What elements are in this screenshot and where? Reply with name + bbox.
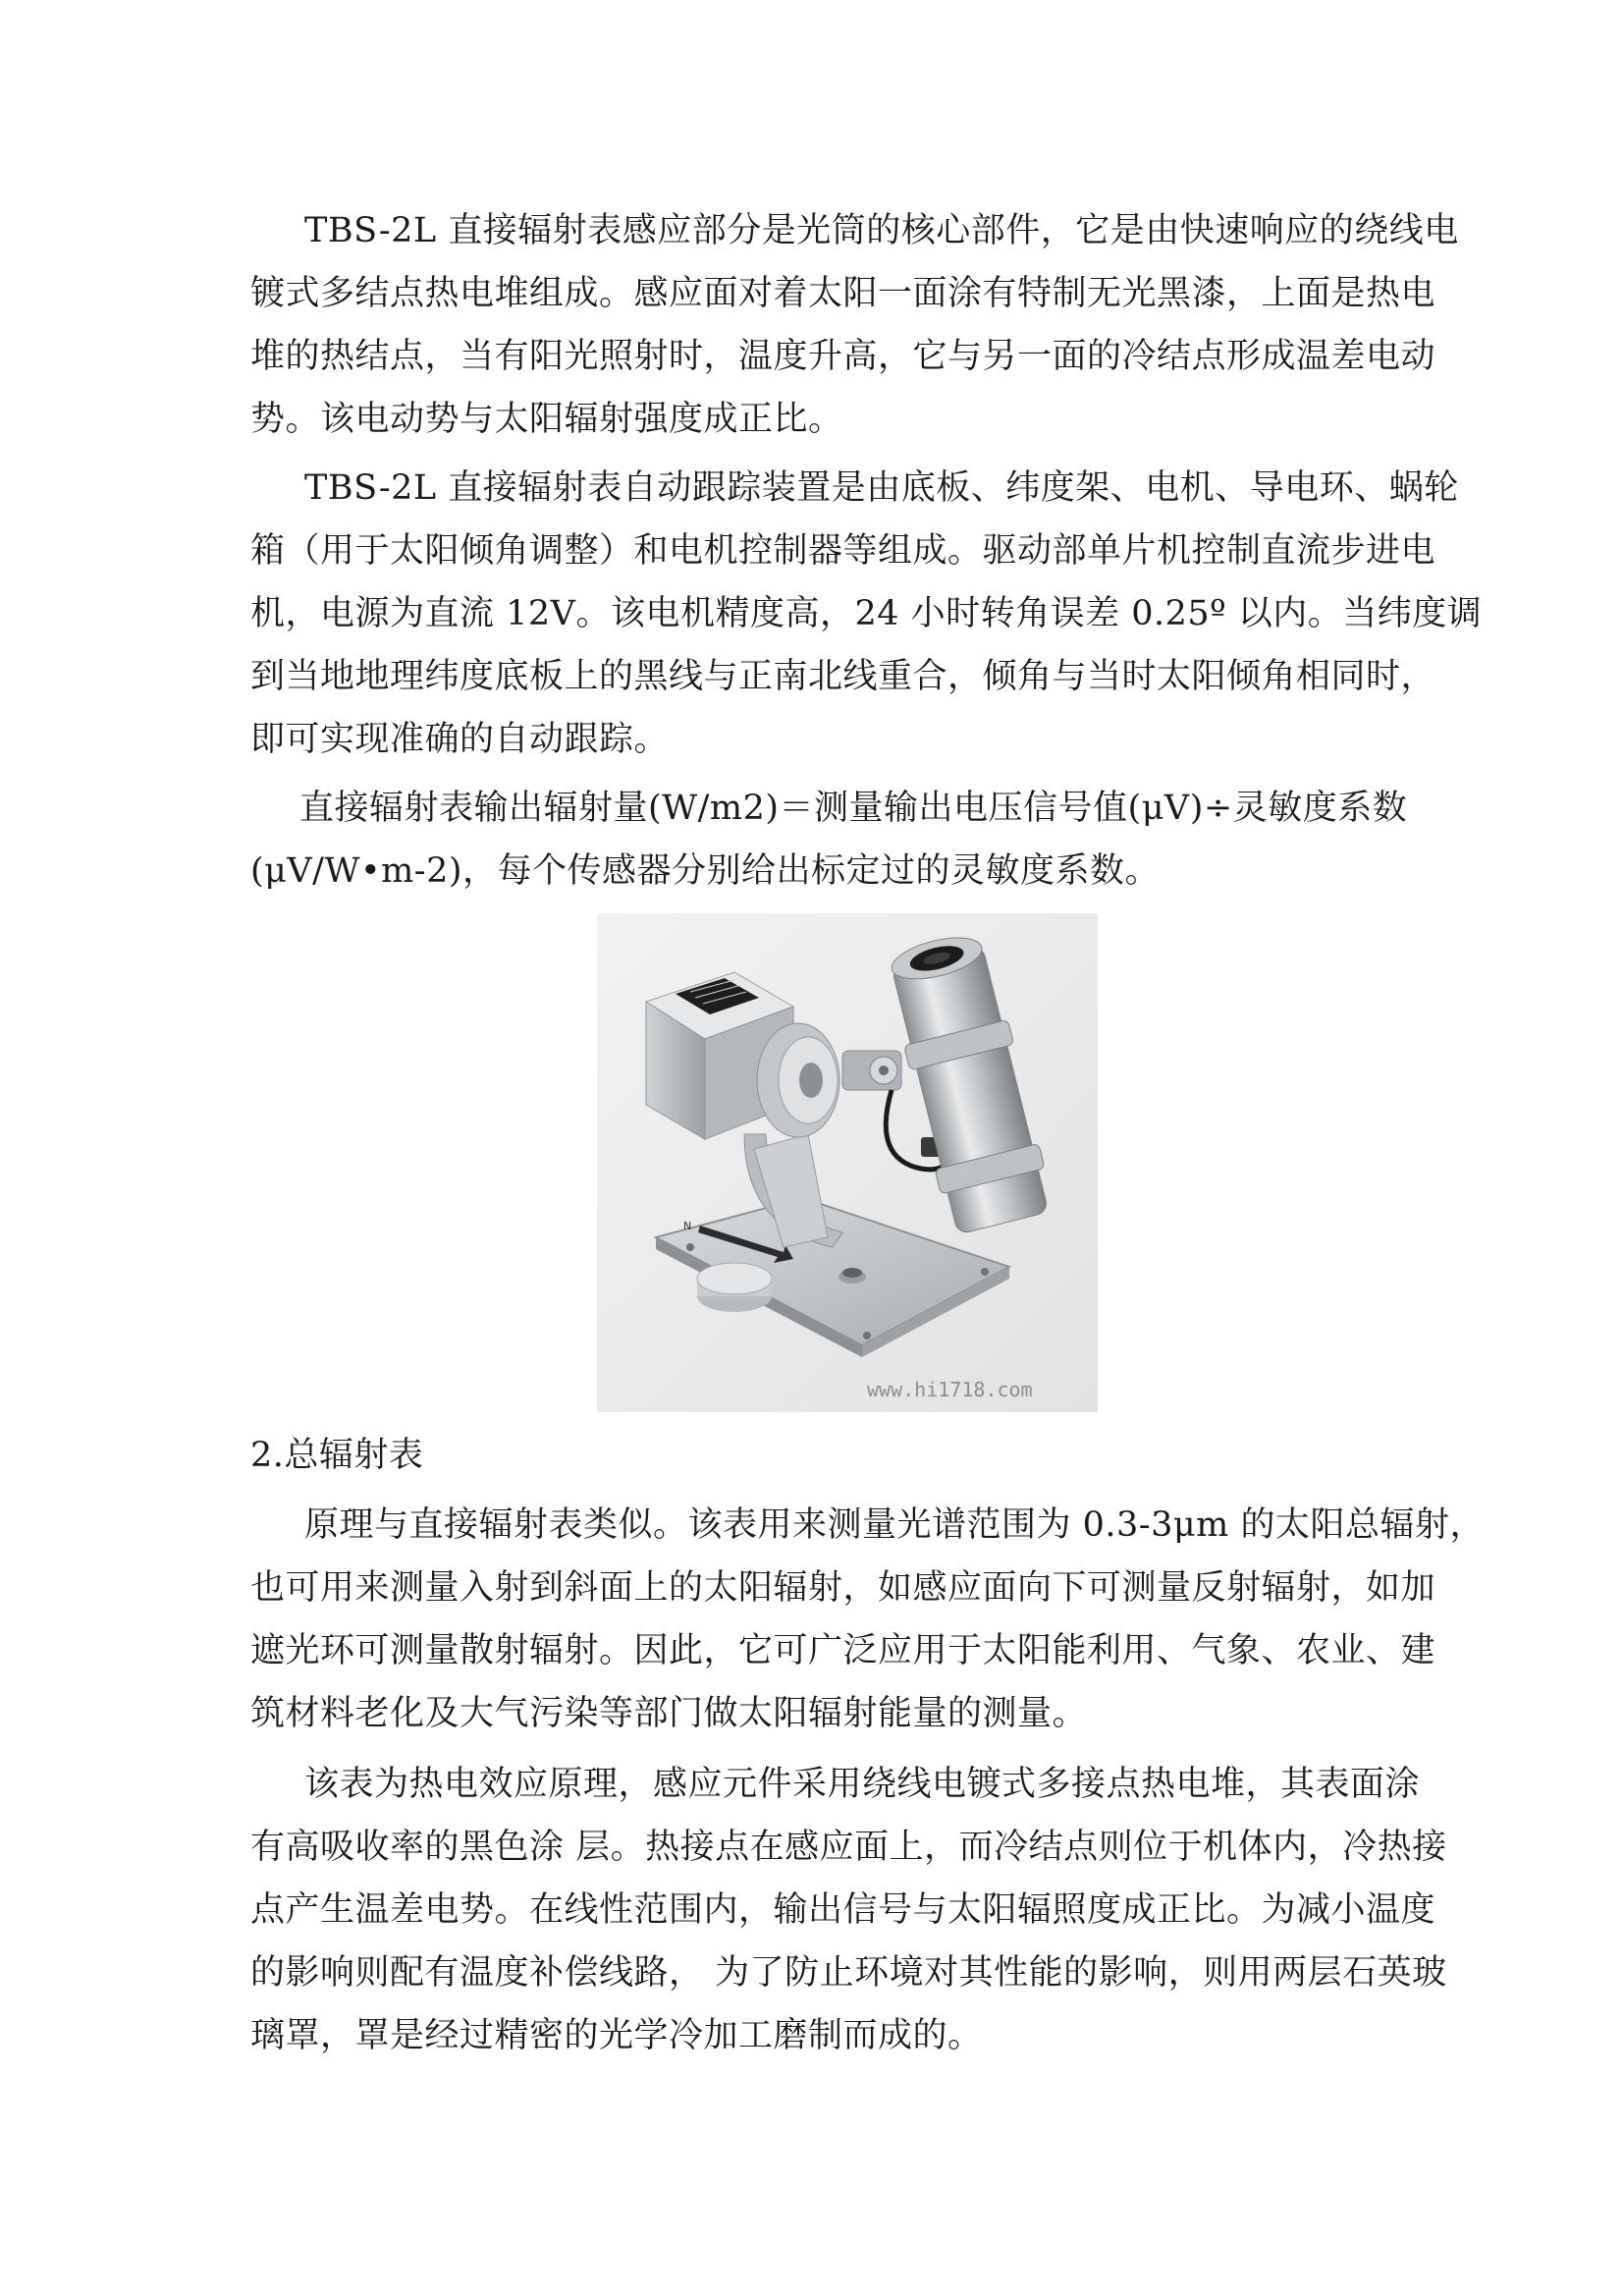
p2-line-2: 箱（用于太阳倾角调整）和电机控制器等组成。驱动部单片机控制直流步进电 (250, 531, 1436, 571)
plate-label: N (683, 1220, 692, 1232)
p5-line-5: 璃罩，罩是经过精密的光学冷加工磨制而成的。 (250, 2016, 983, 2055)
p4-line-1: 原理与直接辐射表类似。该表用来测量光谱范围为 0.3-3μm 的太阳总辐射， (304, 1505, 1485, 1545)
p5-line-2: 有高吸收率的黑色涂 层。热接点在感应面上，而冷结点则位于机体内，冷热接 (250, 1828, 1447, 1867)
p2-line-1: TBS-2L 直接辐射表自动跟踪装置是由底板、纬度架、电机、导电环、蜗轮 (304, 468, 1459, 508)
p1-line-2: 镀式多结点热电堆组成。感应面对着太阳一面涂有特制无光黑漆，上面是热电 (250, 274, 1436, 313)
p3-line-2: (μV/W•m-2)，每个传感器分别给出标定过的灵敏度系数。 (250, 851, 1161, 891)
p2-line-5: 即可实现准确的自动跟踪。 (250, 720, 670, 759)
pyrheliometer-illustration (597, 913, 1098, 1412)
p4-line-4: 筑材料老化及大气污染等部门做太阳辐射能量的测量。 (250, 1694, 1088, 1733)
instrument-photo (597, 913, 1098, 1412)
p1-line-4: 势。该电动势与太阳辐射强度成正比。 (250, 400, 843, 439)
p2-line-4: 到当地地理纬度底板上的黑线与正南北线重合，倾角与当时太阳倾角相同时， (250, 657, 1436, 696)
p5-line-4: 的影响则配有温度补偿线路， 为了防止环境对其性能的影响，则用两层石英玻 (250, 1953, 1447, 1993)
photo-watermark: www.hi1718.com (867, 1378, 1033, 1401)
p3-line-1: 直接辐射表输出辐射量(W/m2)＝测量输出电压信号值(μV)÷灵敏度系数 (299, 789, 1408, 828)
p5-line-3: 点产生温差电势。在线性范围内，输出信号与太阳辐照度成正比。为减小温度 (250, 1890, 1436, 1930)
p2-line-3: 机，电源为直流 12V。该电机精度高，24 小时转角误差 0.25º 以内。当纬度调 (250, 594, 1483, 633)
p4-line-3: 遮光环可测量散射辐射。因此，它可广泛应用于太阳能利用、气象、农业、建 (250, 1631, 1436, 1670)
p5-line-1: 该表为热电效应原理，感应元件采用绕线电镀式多接点热电堆，其表面涂 (304, 1765, 1421, 1804)
section-heading: 2.总辐射表 (250, 1436, 424, 1475)
p1-line-1: TBS-2L 直接辐射表感应部分是光筒的核心部件，它是由快速响应的绕线电 (304, 211, 1459, 250)
p1-line-3: 堆的热结点，当有阳光照射时，温度升高，它与另一面的冷结点形成温差电动 (250, 337, 1436, 376)
p4-line-2: 也可用来测量入射到斜面上的太阳辐射，如感应面向下可测量反射辐射，如加 (250, 1568, 1436, 1608)
